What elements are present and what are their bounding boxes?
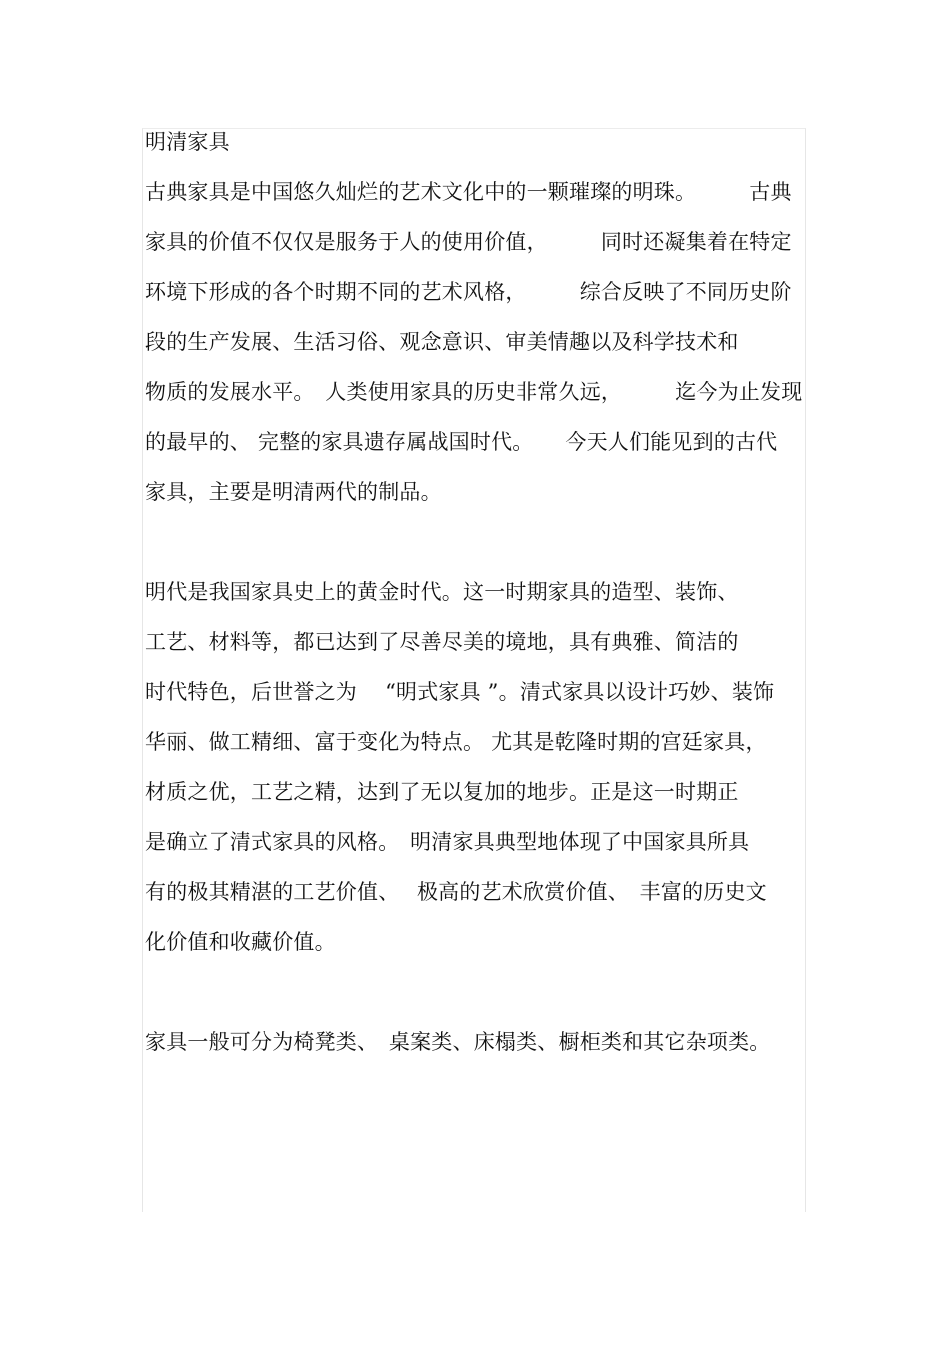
text-line: 是确立了清式家具的风格。 明清家具典型地体现了中国家具所具	[145, 830, 750, 854]
document-title: 明清家具	[145, 130, 230, 154]
text-line: 物质的发展水平。 人类使用家具的历史非常久远， 迄今为止发现	[145, 380, 803, 404]
text-line: 化价值和收藏价值。	[145, 930, 336, 954]
text-line: 家具一般可分为椅凳类、 桌案类、床榻类、橱柜类和其它杂项类。	[145, 1030, 771, 1054]
text-line: 的最早的、 完整的家具遗存属战国时代。 今天人们能见到的古代	[145, 430, 778, 454]
text-line: 明代是我国家具史上的黄金时代。这一时期家具的造型、装饰、	[145, 580, 739, 604]
text-line: 华丽、做工精细、富于变化为特点。 尤其是乾隆时期的宫廷家具，	[145, 730, 767, 754]
text-line: 有的极其精湛的工艺价值、 极高的艺术欣赏价值、 丰富的历史文	[145, 880, 767, 904]
text-line: 古典家具是中国悠久灿烂的艺术文化中的一颗璀璨的明珠。 古典	[145, 180, 792, 204]
text-line: 工艺、材料等，都已达到了尽善尽美的境地，具有典雅、简洁的	[145, 630, 739, 654]
text-line: 材质之优，工艺之精，达到了无以复加的地步。正是这一时期正	[145, 780, 739, 804]
text-line: 段的生产发展、生活习俗、观念意识、审美情趣以及科学技术和	[145, 330, 739, 354]
text-line: 家具的价值不仅仅是服务于人的使用价值， 同时还凝集着在特定	[145, 230, 792, 254]
text-line: 环境下形成的各个时期不同的艺术风格， 综合反映了不同历史阶	[145, 280, 792, 304]
text-line: 时代特色，后世誉之为 “明式家具 ”。清式家具以设计巧妙、装饰	[145, 680, 775, 704]
text-line: 家具，主要是明清两代的制品。	[145, 480, 442, 504]
